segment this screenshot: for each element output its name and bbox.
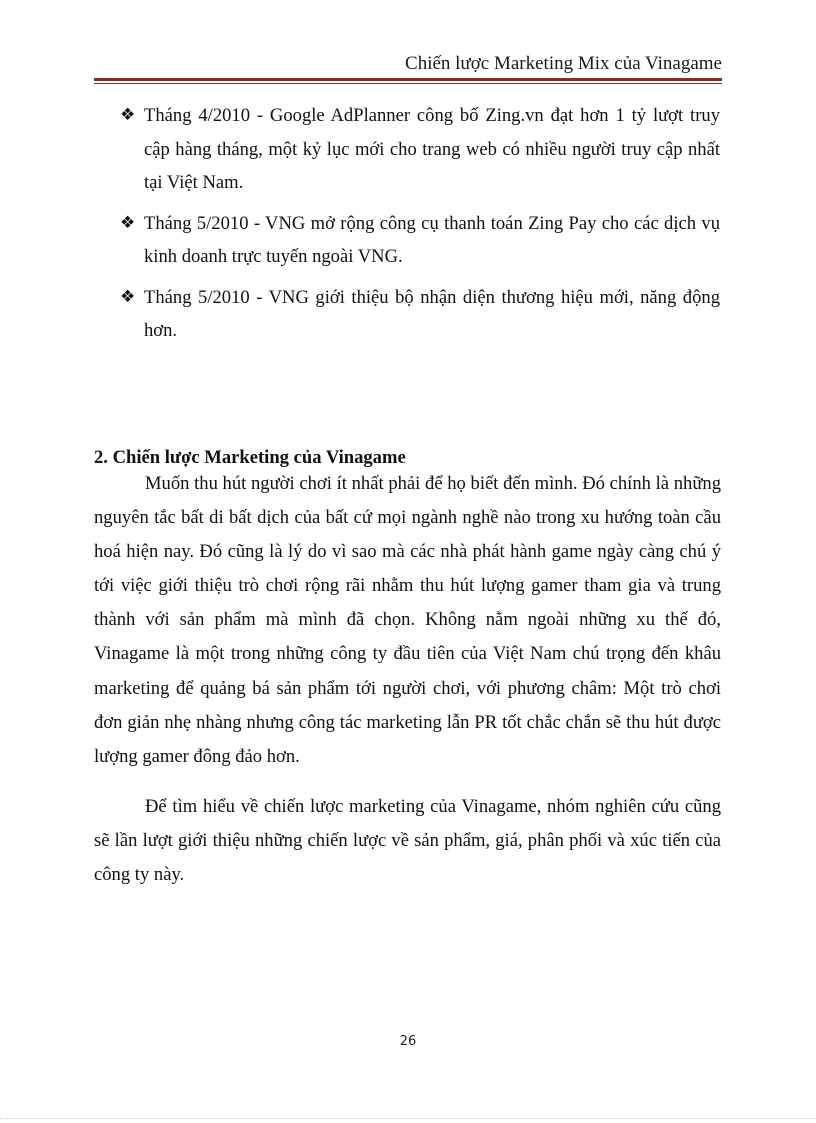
body-paragraph: Muốn thu hút người chơi ít nhất phải để họ biết đến mình. Đó chính là những nguyên tắc bất di bất dịch của bất cứ mọi ngành nghề nào trong xu hướng toàn cầu hoá hiện nay. Đó cũng là lý do vì sao mà các nhà phát hành game ngày càng chú ý tới việc giới thiệu trò chơi rộng rãi nhằm thu hút lượng gamer tham gia và trung thành với sản phẩm mà mình đã chọn. Không nằm ngoài những xu thế đó, Vinagame là một trong những công ty đầu tiên của Việt Nam chú trọng đến khâu marketing để quảng bá sản phẩm tới người chơi, với phương châm: Một trò chơi đơn giản nhẹ nhàng nhưng công tác marketing lẫn PR tốt chắc chắn sẽ thu hút được lượng gamer đông đảo hơn. — [94, 473, 721, 767]
bullet-text: Tháng 4/2010 - Google AdPlanner công bố Zing.vn đạt hơn 1 tỷ lượt truy cập hàng tháng, một kỷ lục mới cho trang web có nhiều người truy cập nhất tại Việt Nam. — [144, 105, 720, 193]
footer-dotted-rule — [0, 1118, 816, 1119]
four-diamond-bullet-icon: ❖ — [120, 105, 136, 125]
four-diamond-bullet-icon: ❖ — [120, 212, 136, 233]
bullet-item — [120, 207, 720, 274]
bullet-item — [120, 281, 720, 348]
bullet-text: Tháng 5/2010 - VNG mở rộng công cụ thanh toán Zing Pay cho các dịch vụ kinh doanh trực tuyến ngoài VNG. — [144, 212, 720, 267]
page-number: 26 — [399, 1034, 417, 1049]
body-paragraph: Để tìm hiểu về chiến lược marketing của Vinagame, nhóm nghiên cứu cũng sẽ lần lượt giới thiệu những chiến lược về sản phẩm, giá, phân phối và xúc tiến của công ty này. — [94, 796, 721, 886]
section-heading: 2. Chiến lược Marketing của Vinagame — [94, 447, 406, 468]
bullet-list — [0, 99, 816, 355]
four-diamond-bullet-icon: ❖ — [120, 286, 136, 307]
header-rule-thick — [94, 78, 722, 81]
running-header-title: Chiến lược Marketing Mix của Vinagame — [405, 53, 722, 74]
bullet-text: Tháng 5/2010 - VNG giới thiệu bộ nhận diện thương hiệu mới, năng động hơn. — [144, 286, 720, 341]
header-rule-thin — [94, 83, 722, 84]
bullet-item — [120, 99, 720, 200]
